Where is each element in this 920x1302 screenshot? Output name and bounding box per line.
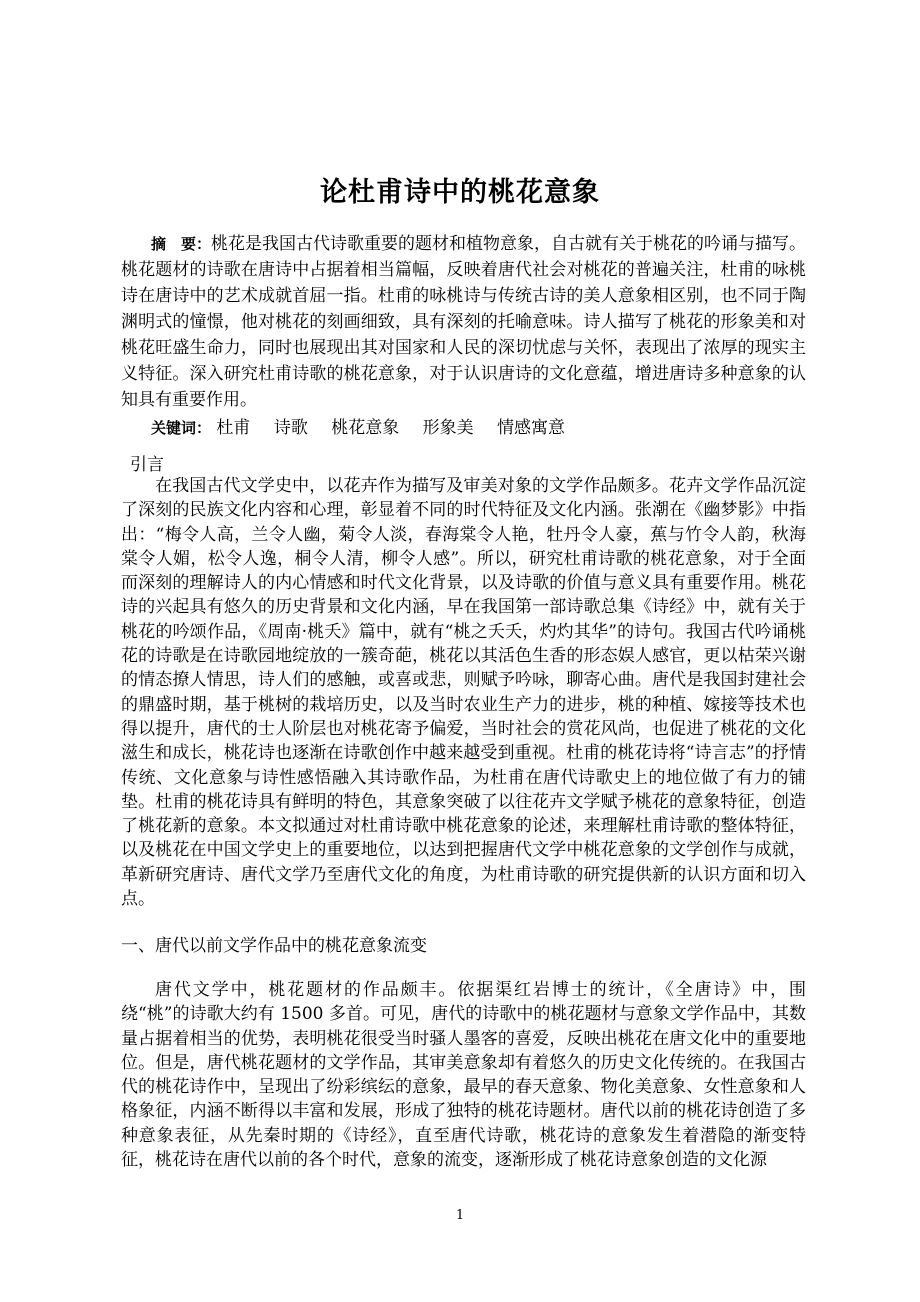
introduction-paragraph: 在我国古代文学史中，以花卉作为描写及审美对象的文学作品颇多。花卉文学作品沉淀了深刻的民族文化内容和心理，彰显着不同的时代特征及文化内涵。张潮在《幽梦影》中指出：“梅令人高，兰令人幽，菊令人淡，春海棠令人艳，牡丹令人豪，蕉与竹令人韵，秋海棠令人媚，松令人逸，桐令人清，柳令人感”。所以，研究杜甫诗歌的桃花意象，对于全面而深刻的理解诗人的内心情感和时代文化背景，以及诗歌的价值与意义具有重要作用。桃花诗的兴起具有悠久的历史背景和文化内涵，早在我国第一部诗歌总集《诗经》中，就有关于桃花的吟颂作品，《周南·桃夭》篇中，就有“桃之夭夭，灼灼其华”的诗句。我国古代吟诵桃花的诗歌是在诗歌园地绽放的一簇奇葩，桃花以其活色生香的形态娱人感官，更以枯荣兴谢的情态撩人情思，诗人们的感触，或喜或悲，则赋予吟咏，聊寄心曲。唐代是我国封建社会的鼎盛时期，基于桃树的栽培历史，以及当时农业生产力的进步，桃的种植、嫁接等技术也得以提升，唐代的士人阶层也对桃花寄予偏爱，当时社会的赏花风尚，也促进了桃花的文化滋生和成长，桃花诗也逐渐在诗歌创作中越来越受到重视。杜甫的桃花诗将“诗言志”的抒情传统、文化意象与诗性感悟融入其诗歌作品，为杜甫在唐代诗歌史上的地位做了有力的铺垫。杜甫的桃花诗具有鲜明的特色，其意象突破了以往花卉文学赋予桃花的意象特征，创造了桃花新的意象。本文拟通过对杜甫诗歌中桃花意象的论述，来理解杜甫诗歌的整体特征，以及桃花在中国文学史上的重要地位，以达到把握唐代文学中桃花意象的文学创作与成就，革新研究唐诗、唐代文学乃至唐代文化的角度，为杜甫诗歌的研究提供新的认识方面和切入点。: [121, 476, 806, 910]
abstract-paragraph: [121, 231, 806, 413]
keywords-line: [151, 413, 583, 438]
keyword-item: 情感寓意: [497, 418, 566, 438]
abstract-label: 摘 要：: [151, 235, 212, 253]
keyword-item: 形象美: [422, 418, 474, 438]
keyword-item: 桃花意象: [331, 418, 400, 438]
section-1-heading: 一、唐代以前文学作品中的桃花意象流变: [121, 936, 427, 956]
paper-title: 论杜甫诗中的桃花意象: [320, 177, 600, 208]
keyword-item: 杜甫: [216, 418, 251, 438]
keyword-item: 诗歌: [273, 418, 308, 438]
section-1-paragraph: 唐代文学中，桃花题材的作品颇丰。依据渠红岩博士的统计，《全唐诗》中，围绕“桃”的诗歌大约有 1500 多首。可见，唐代的诗歌中的桃花题材与意象文学作品中，其数量占据着相当的优势，表明桃花很受当时骚人墨客的喜爱，反映出桃花在唐文化中的重要地位。但是，唐代桃花题材的文学作品，其审美意象却有着悠久的历史文化传统的。在我国古代的桃花诗作中，呈现出了纷彩缤纭的意象，最早的春天意象、物化美意象、女性意象和人格象征，内涵不断得以丰富和发展，形成了独特的桃花诗题材。唐代以前的桃花诗创造了多种意象表征，从先秦时期的《诗经》，直至唐代诗歌，桃花诗的意象发生着潜隐的渐变特征，桃花诗在唐代以前的各个时代，意象的流变，逐渐形成了桃花诗意象创造的文化源: [121, 980, 806, 1171]
page-number: 1: [455, 1208, 465, 1223]
keywords-label: 关键词：: [151, 419, 212, 437]
abstract-text: 桃花是我国古代诗歌重要的题材和植物意象，自古就有关于桃花的吟诵与描写。桃花题材的诗歌在唐诗中占据着相当篇幅，反映着唐代社会对桃花的普遍关注，杜甫的咏桃诗在唐诗中的艺术成就首屈一指。杜甫的咏桃诗与传统古诗的美人意象相区别，也不同于陶渊明式的憧憬，他对桃花的刻画细致，具有深刻的托喻意味。诗人描写了桃花的形象美和对桃花旺盛生命力，同时也展现出其对国家和人民的深切忧虑与关怀，表现出了浓厚的现实主义特征。深入研究杜甫诗歌的桃花意象，对于认识唐诗的文化意蕴，增进唐诗多种意象的认知具有重要作用。: [121, 234, 807, 410]
introduction-heading: 引言: [130, 455, 164, 475]
